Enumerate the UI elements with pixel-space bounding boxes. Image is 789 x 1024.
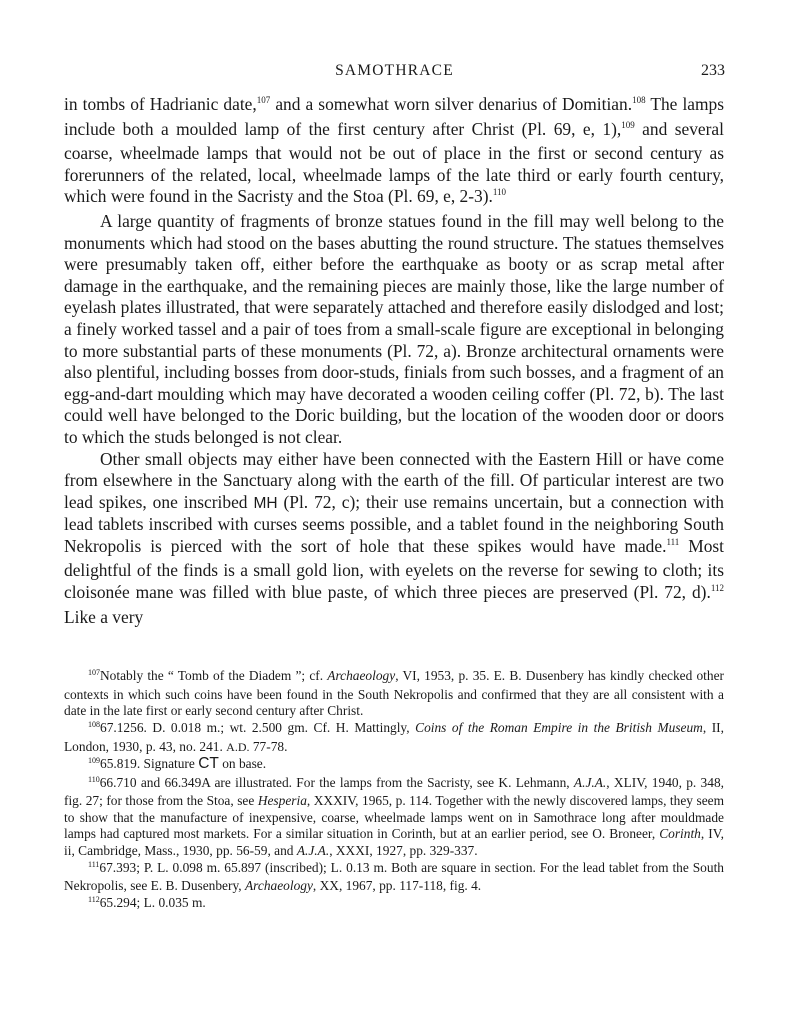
paragraph-3: Other small objects may either have been connected with the Eastern Hill or have come from elsewhere in the Sanctuary along with the earth of the fill. Of particular interest are two lead spikes, one inscribed MH (Pl. 72, c); their use remains uncertain, but a connection with lead tablets inscribed with curses seems possible, and a tablet found in the neighboring South Nekropolis is pierced with the sort of hole that these spikes would have made.$^{111}$ Most delightful of the finds is a small gold lion, with eyelets on the reverse for sewing to cloth; its cloisonée mane was filled with blue paste, of which three pieces are preserved (Pl. 72, d).$^{112}$ Like a very	[64, 448, 724, 627]
footnote-111: $^{111}$67.393; P. L. 0.098 m. 65.897 (inscribed); L. 0.13 m. Both are square in section. For the lead tablet from the South Nekropolis, see E. B. Dusenbery, Archaeology, XX, 1967, pp. 117-118, fig. 4.	[64, 859, 724, 893]
footnote-number: 109	[88, 755, 100, 765]
running-title: SAMOTHRACE	[335, 62, 454, 79]
footnote-ref-108: 108	[632, 95, 646, 105]
paragraph-2: A large quantity of fragments of bronze statues found in the fill may well belong to the monuments which had stood on the bases abutting the round structure. The statues themselves were presumably taken off, either before the earthquake as booty or as scrap metal after damage in the earthquake, and the remaining pieces are mainly those, like the large number of eyelash plates illustrated, that were separately attached and therefore easily dislodged and lost; a finely worked tassel and a pair of toes from a small-scale figure are exceptional in belonging to more substantial parts of these monuments (Pl. 72, a). Bronze architectural ornaments were also plentiful, including bosses from door-studs, finials from such bosses, and a fragment of an egg-and-dart moulding which may have decorated a wooden ceiling coffer (Pl. 72, b). The last could well have belonged to the Doric building, but the location of the wooden door or doors to which the studs belonged is not clear.	[64, 210, 724, 447]
footnote-ref-110: 110	[492, 187, 507, 198]
footnote-112: $^{112}$65.294; L. 0.035 m.	[88, 895, 206, 910]
footnote-number: 107	[88, 668, 100, 677]
footnote-ref-107: 107	[256, 95, 271, 105]
footnotes	[64, 668, 724, 914]
page-number: 233	[701, 62, 725, 79]
footnote-number: 111	[88, 859, 100, 869]
footnote-110: $^{110}$66.710 and 66.349A are illustrated. For the lamps from the Sacristy, see K. Lehmann, A.J.A., XLIV, 1940, p. 348, fig. 27; for those from the Stoa, see Hesperia, XXXIV, 1965, p. 114. Together with the newly discovered lamps, they seem to show that the manufacture of inexpensive, coarse, wheelmade lamps went on in Samothrace long after mouldmade lamps had captured most markets. For a similar situation in Corinth, but at an earlier period, see O. Broneer, Corinth, IV, ii, Cambridge, Mass., 1930, pp. 56-59, and A.J.A., XXXI, 1927, pp. 329-337.	[64, 774, 724, 858]
footnote-107: $^{107}$Notably the “ Tomb of the Diadem ”; cf. Archaeology, VI, 1953, p. 35. E. B. Dusenbery has kindly checked other contexts in which such coins have been found in the South Nekropolis and confirmed that they are all consistent with a date in the late first or early second century after Christ.	[64, 668, 725, 718]
footnote-108: $^{108}$67.1256. D. 0.018 m.; wt. 2.500 gm. Cf. H. Mattingly, Coins of the Roman Empire in the British Museum, II, London, 1930, p. 43, no. 241. A.D. 77-78.	[64, 720, 724, 754]
inscription-ct: CT	[198, 754, 219, 772]
footnote-number: 108	[88, 720, 100, 729]
footnote-109: $^{109}$65.819. Signature CT on base.	[88, 754, 267, 772]
footnote-ref-112: 112	[710, 583, 724, 594]
footnote-number: 112	[88, 895, 100, 904]
page-header	[64, 62, 725, 84]
footnote-ref-109: 109	[621, 119, 635, 130]
body-text	[64, 94, 724, 628]
paragraph-1: in tombs of Hadrianic date,$^{107}$ and a somewhat worn silver denarius of Domitian.$^{108}$ The lamps include both a moulded lamp of the first century after Christ (Pl. 69, e, 1),$^{109}$ and several coarse, wheelmade lamps that would not be out of place in the first or second century as forerunners of the related, local, wheelmade lamps of the late third or early fourth century, which were found in the Sacristy and the Stoa (Pl. 69, e, 2-3).$^{110}$	[64, 94, 724, 207]
inscription-mh: MH	[253, 494, 278, 512]
footnote-ref-111: 111	[666, 536, 680, 547]
footnote-number: 110	[88, 774, 100, 784]
